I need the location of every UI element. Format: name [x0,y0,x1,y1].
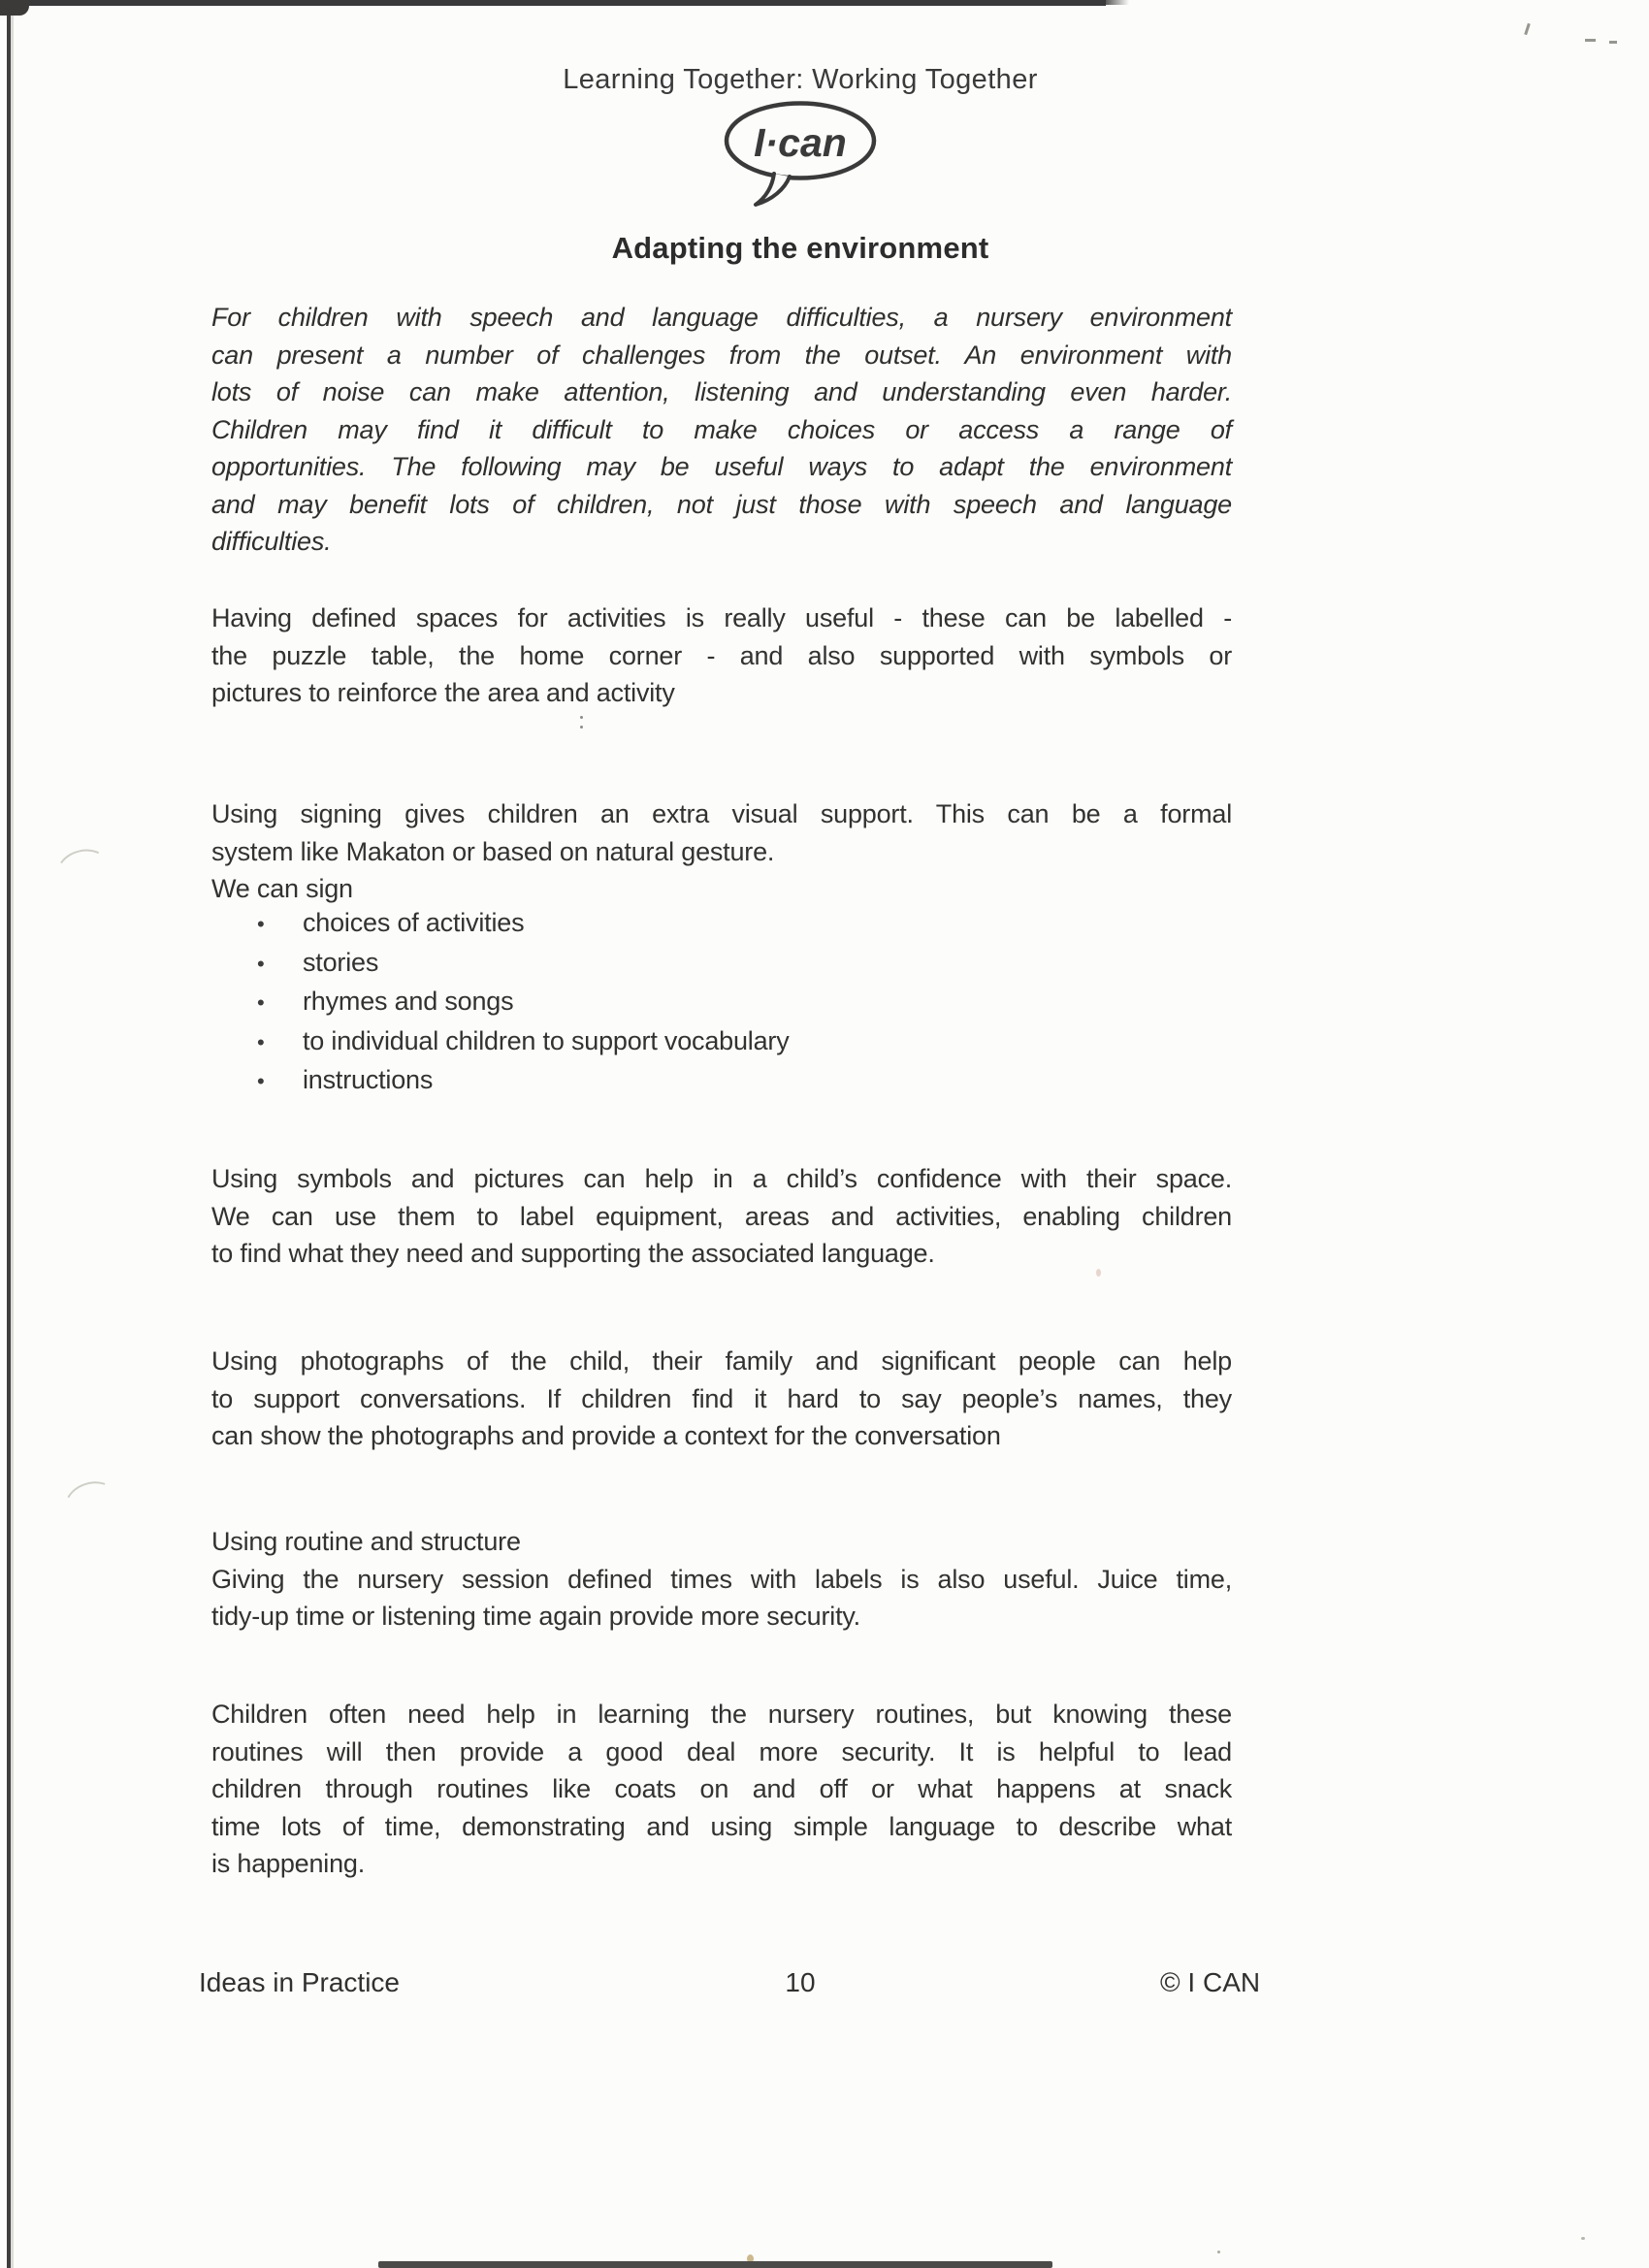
text-line: opportunities. The following may be useful ways to adapt the environment [211,452,1232,481]
text-line: We can sign [211,874,353,903]
scan-speck [1217,2251,1220,2253]
paragraph-symbols [211,1160,1232,1273]
text-line: to find what they need and supporting the associated language. [211,1239,935,1268]
paragraph-intro [211,299,1232,561]
list-item-label: stories [303,947,379,977]
bullet-icon: • [257,1069,265,1093]
list-item-label: to individual children to support vocabulary [303,1025,790,1055]
list-item-label: instructions [303,1065,434,1094]
bullet-icon: • [257,1029,265,1054]
text-line: pictures to reinforce the area and activity [211,678,675,707]
page-number: 10 [785,1967,816,1997]
text-line: Using photographs of the child, their family and significant people can help [211,1346,1232,1376]
scan-edge-bottom [378,2261,1052,2268]
text-line: tidy-up time or listening time again provide more security. [211,1602,860,1631]
text-line: For children with speech and language difficulties, a nursery environment [211,303,1232,332]
text-line: and may benefit lots of children, not just those with speech and language [211,489,1232,519]
text-line: system like Makaton or based on natural gesture. [211,836,775,866]
footer-document-title: Ideas in Practice [199,1967,400,1997]
paragraph-defined-spaces [211,599,1232,712]
bullet-icon: • [257,951,265,976]
scan-speck [1581,2237,1585,2240]
text-line: Children often need help in learning the nursery routines, but knowing these [211,1700,1232,1729]
document-header-title: Learning Together: Working Together [563,64,1038,95]
text-line: can show the photographs and provide a context for the conversation [211,1421,1001,1450]
list-item [257,944,1130,984]
speech-bubble-logo-icon [716,100,886,209]
logo-text: I·can [754,120,847,165]
paragraph-photographs [211,1343,1232,1455]
text-line: time lots of time, demonstrating and using simple language to describe what [211,1811,1232,1841]
list-item [257,904,1130,944]
text-line: Using symbols and pictures can help in a child’s confidence with their space. [211,1164,1232,1193]
ican-logo [716,100,886,209]
page-footer [0,1967,1649,2006]
scan-edge-top-fade [1106,0,1129,5]
text-line: routines will then provide a good deal more security. It is helpful to lead [211,1736,1232,1766]
text-line: to support conversations. If children find it hard to say people’s names, they [211,1383,1232,1413]
text-line: children through routines like coats on and off or what happens at snack [211,1774,1232,1803]
paragraph-signing [211,795,1232,908]
scan-speck [580,716,583,719]
scan-edge-top [0,0,1106,6]
pen-mark [1524,23,1531,35]
text-line: the puzzle table, the home corner - and also supported with symbols or [211,640,1232,670]
list-item [257,1022,1130,1062]
text-line: can present a number of challenges from the outset. An environment with [211,340,1232,370]
list-item-label: choices of activities [303,908,525,937]
list-item-label: rhymes and songs [303,987,514,1016]
text-line: Using routine and structure [211,1527,521,1556]
text-line: Using signing gives children an extra visual support. This can be a formal [211,799,1232,828]
copyright-notice: © I CAN [1160,1967,1261,1997]
sign-bullet-list [257,904,1130,1101]
bullet-icon: • [257,912,265,936]
text-line: is happening. [211,1849,366,1878]
text-line: We can use them to label equipment, areas and activities, enabling children [211,1201,1232,1231]
page-title: Adapting the environment [611,231,989,265]
scan-edge-left-shadow [11,0,14,2268]
list-item [257,1061,1130,1101]
bullet-icon: • [257,990,265,1015]
text-line: Children may find it difficult to make choices or access a range of [211,414,1232,444]
paragraph-routine [211,1523,1232,1636]
scan-arc-mark [58,1474,124,1533]
pen-mark [1609,41,1617,44]
text-line: lots of noise can make attention, listening and understanding even harder. [211,377,1232,406]
scan-corner-blob [0,0,29,16]
text-line: Giving the nursery session defined times with labels is also useful. Juice time, [211,1564,1232,1594]
paragraph-learning-routines [211,1696,1232,1883]
list-item [257,983,1130,1022]
text-line: Having defined spaces for activities is really useful - these can be labelled - [211,603,1232,632]
scan-arc-mark [51,844,114,899]
pen-mark [1585,39,1596,42]
text-line: difficulties. [211,527,332,556]
